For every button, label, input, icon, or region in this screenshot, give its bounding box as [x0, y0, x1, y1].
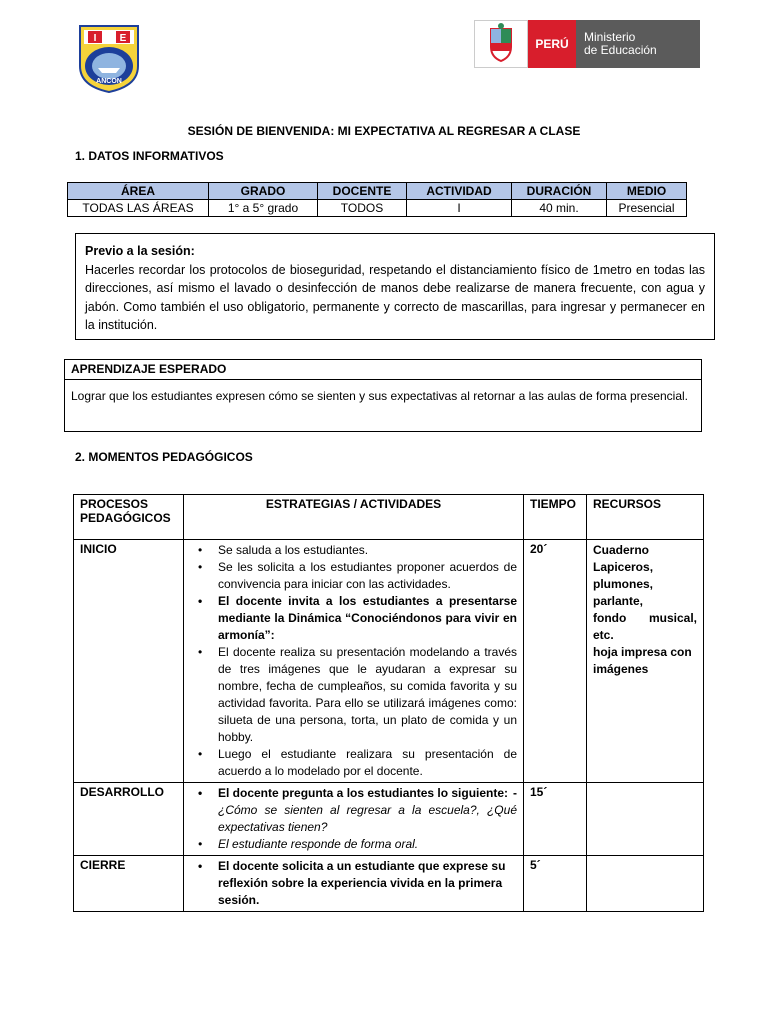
list-item: • El docente realiza su presentación modelando a través de tres imágenes que le ayudaran a expresar su nombre, fecha de cumpleaños, su comida favorita y su actividad favorita. Para ello se utilizará imágenes como: silueta de una persona, torta, un plato de comida y un hobby. — [190, 644, 517, 746]
momentos-header: RECURSOS — [587, 495, 704, 540]
aprendizaje-text: Lograr que los estudiantes expresen cómo se sienten y sus expectativas al retornar a las aulas de forma presencial. — [71, 389, 689, 403]
datos-header: DOCENTE — [318, 183, 407, 200]
cierre-tiempo: 5´ — [524, 856, 587, 912]
list-item: • El docente invita a los estudiantes a presentarse mediante la Dinámica “Conociéndonos para vivir en armonía”: — [190, 593, 517, 644]
desarrollo-label: DESARROLLO — [74, 783, 184, 856]
momentos-table — [73, 494, 704, 912]
datos-cell: I — [407, 200, 512, 217]
previo-title: Previo a la sesión: — [85, 244, 195, 258]
peru-label: PERÚ — [528, 20, 576, 68]
momentos-header: ESTRATEGIAS / ACTIVIDADES — [184, 495, 524, 540]
ministry-logo — [474, 20, 700, 68]
datos-cell: 40 min. — [512, 200, 607, 217]
list-item: • El docente pregunta a los estudiantes lo siguiente: - ¿Cómo se sienten al regresar a la escuela?, ¿Qué expectativas tienen? — [190, 785, 517, 836]
desarrollo-recursos — [587, 783, 704, 856]
inicio-label: INICIO — [74, 540, 184, 783]
coat-of-arms-icon — [474, 20, 528, 68]
aprendizaje-box — [64, 359, 702, 432]
datos-header: GRADO — [209, 183, 318, 200]
previo-text: Hacerles recordar los protocolos de bioseguridad, respetando el distanciamiento físico de 1metro en todas las direcciones, así mismo el lavado o desinfección de manos debe realizarse de manera frecuente, con agua y jabón. Como también el uso obligatorio, permanente y correcto de mascarillas, para ingresar y permanecer en la institución. — [85, 262, 705, 332]
previo-box — [75, 233, 715, 340]
datos-cell: Presencial — [607, 200, 687, 217]
ministry-label: Ministerio de Educación — [576, 20, 700, 68]
list-item: • El docente solicita a un estudiante que exprese su reflexión sobre la experiencia vivida en la primera sesión. — [190, 858, 517, 909]
inicio-activities — [184, 540, 524, 783]
datos-header: DURACIÓN — [512, 183, 607, 200]
cierre-label: CIERRE — [74, 856, 184, 912]
datos-cell: TODAS LAS ÁREAS — [68, 200, 209, 217]
datos-cell: 1° a 5° grado — [209, 200, 318, 217]
svg-text:I: I — [93, 33, 97, 44]
datos-cell: TODOS — [318, 200, 407, 217]
desarrollo-tiempo: 15´ — [524, 783, 587, 856]
svg-text:E: E — [119, 33, 127, 44]
momentos-header: TIEMPO — [524, 495, 587, 540]
page-title: SESIÓN DE BIENVENIDA: MI EXPECTATIVA AL REGRESAR A CLASE — [187, 124, 581, 138]
list-item: • Luego el estudiante realizara su presentación de acuerdo a lo modelado por el docente. — [190, 746, 517, 780]
section-heading-datos: 1. DATOS INFORMATIVOS — [75, 149, 224, 163]
cierre-activities — [184, 856, 524, 912]
list-item: • Se les solicita a los estudiantes proponer acuerdos de convivencia para iniciar con las actividades. — [190, 559, 517, 593]
datos-header: MEDIO — [607, 183, 687, 200]
list-item: • El estudiante responde de forma oral. — [190, 836, 517, 853]
list-item: • Se saluda a los estudiantes. — [190, 542, 517, 559]
momentos-header: PROCESOS PEDAGÓGICOS — [74, 495, 184, 540]
school-logo — [76, 22, 142, 94]
desarrollo-activities — [184, 783, 524, 856]
inicio-tiempo: 20´ — [524, 540, 587, 783]
svg-text:ANCON: ANCON — [96, 78, 122, 85]
aprendizaje-title: APRENDIZAJE ESPERADO — [65, 360, 701, 380]
cierre-recursos — [587, 856, 704, 912]
section-heading-momentos: 2. MOMENTOS PEDAGÓGICOS — [75, 450, 253, 464]
inicio-recursos: Cuaderno Lapiceros, plumones, parlante, fondo musical, etc. hoja impresa con imágenes — [587, 540, 704, 783]
datos-table — [67, 182, 687, 217]
datos-header: ÁREA — [68, 183, 209, 200]
datos-header: ACTIVIDAD — [407, 183, 512, 200]
